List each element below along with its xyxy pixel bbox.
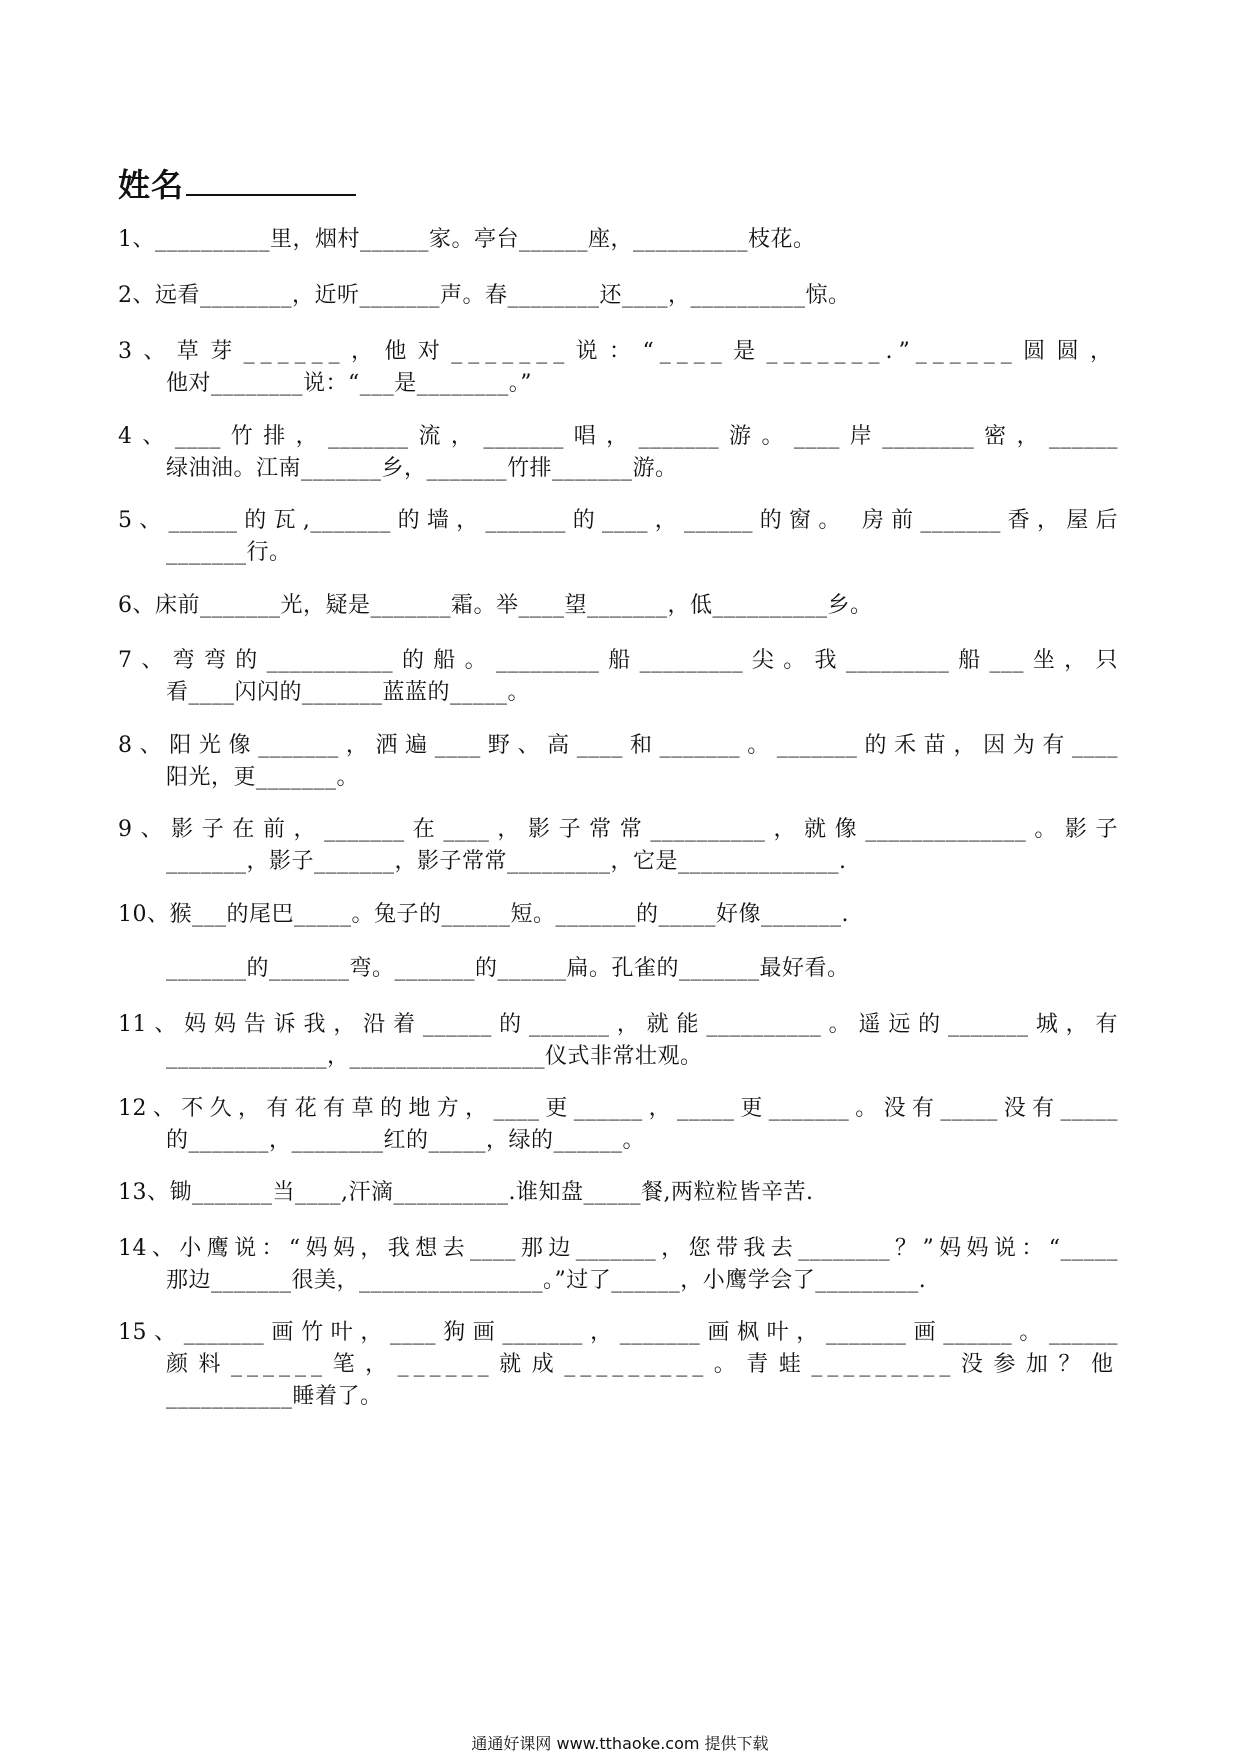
question-line: 2、远看________，近听_______声。春________还____，__________惊。 [118,283,851,308]
question-13 [118,1177,1118,1209]
question-line: 那边_______很美，________________。”过了______，小鹰学会了_________. [166,1268,927,1293]
question-14 [118,1233,1118,1297]
name-label: 姓名 [118,166,185,204]
question-line: 绿油油。江南_______乡，_______竹排_______游。 [166,456,678,481]
footer-credit: 通通好课网 www.tthaoke.com 提供下载 [471,1734,769,1753]
question-line: 颜料______笔，______就成_________。青蛙_________没参加？他 [166,1352,1118,1377]
question-line: 7、弯弯的___________的船。_________船_________尖。我_________船___坐，只 [118,648,1118,673]
question-10 [118,899,1118,985]
question-2 [118,280,1118,312]
question-9 [118,814,1118,878]
question-line: 他对________说：“___是________。” [166,371,532,396]
question-line: 3、草芽______，他对_______说：“____是_______.”______圆圆， [118,339,1118,364]
question-5 [118,505,1118,569]
question-11 [118,1009,1118,1073]
question-line: 8、阳光像_______，洒遍____野、高____和_______。_______的禾苗，因为有____ [118,733,1118,758]
question-12 [118,1093,1118,1157]
question-15 [118,1317,1118,1413]
question-line: 11、妈妈告诉我，沿着______的_______，就能__________。遥远的_______城，有 [118,1012,1118,1037]
question-3 [118,336,1118,400]
question-line: 的_______，________红的_____，绿的______。 [166,1128,646,1153]
name-blank-line[interactable] [186,168,356,196]
question-line: 5、______的瓦,_______的墙，_______的____，______的窗。 房前_______香，屋后 [118,508,1118,533]
question-line: ___________睡着了。 [166,1384,383,1409]
question-line: 看____闪闪的_______蓝蓝的_____。 [166,680,531,705]
question-line: 15、_______画竹叶，____狗画_______，_______画枫叶，_______画______。______ [118,1320,1118,1345]
question-4 [118,421,1118,485]
question-line: ______________，_________________仪式非常壮观。 [166,1044,703,1069]
question-line: 1、__________里，烟村______家。亭台______座，__________枝花。 [118,227,816,252]
question-line: _______行。 [166,540,292,565]
question-line: _______的_______弯。_______的______扁。孔雀的_______最好看。 [166,956,850,981]
question-line: 4、____竹排，_______流，_______唱，_______游。____岸________密，______ [118,424,1118,449]
question-line: 12、不久，有花有草的地方，____更______，_____更_______。没有_____没有_____ [118,1096,1118,1121]
question-line: 6、床前_______光，疑是_______霜。举____望_______，低__________乡。 [118,593,873,618]
name-field [118,160,356,206]
question-line: 9、影子在前，_______在____，影子常常__________，就像______________。影子 [118,817,1118,842]
question-1 [118,224,1118,256]
question-line: 13、锄_______当____,汗滴__________.谁知盘_____餐,两粒粒皆辛苦. [118,1180,814,1205]
question-6 [118,590,1118,622]
question-8 [118,730,1118,794]
question-7 [118,645,1118,709]
question-line: 14、小鹰说：“妈妈，我想去____那边_______，您带我去________？”妈妈说：“_____ [118,1236,1118,1261]
question-line: _______，影子_______，影子常常_________，它是______________. [166,849,847,874]
question-line: 10、猴___的尾巴_____。兔子的______短。_______的_____好像_______. [118,902,849,927]
question-line: 阳光，更_______。 [166,765,360,790]
